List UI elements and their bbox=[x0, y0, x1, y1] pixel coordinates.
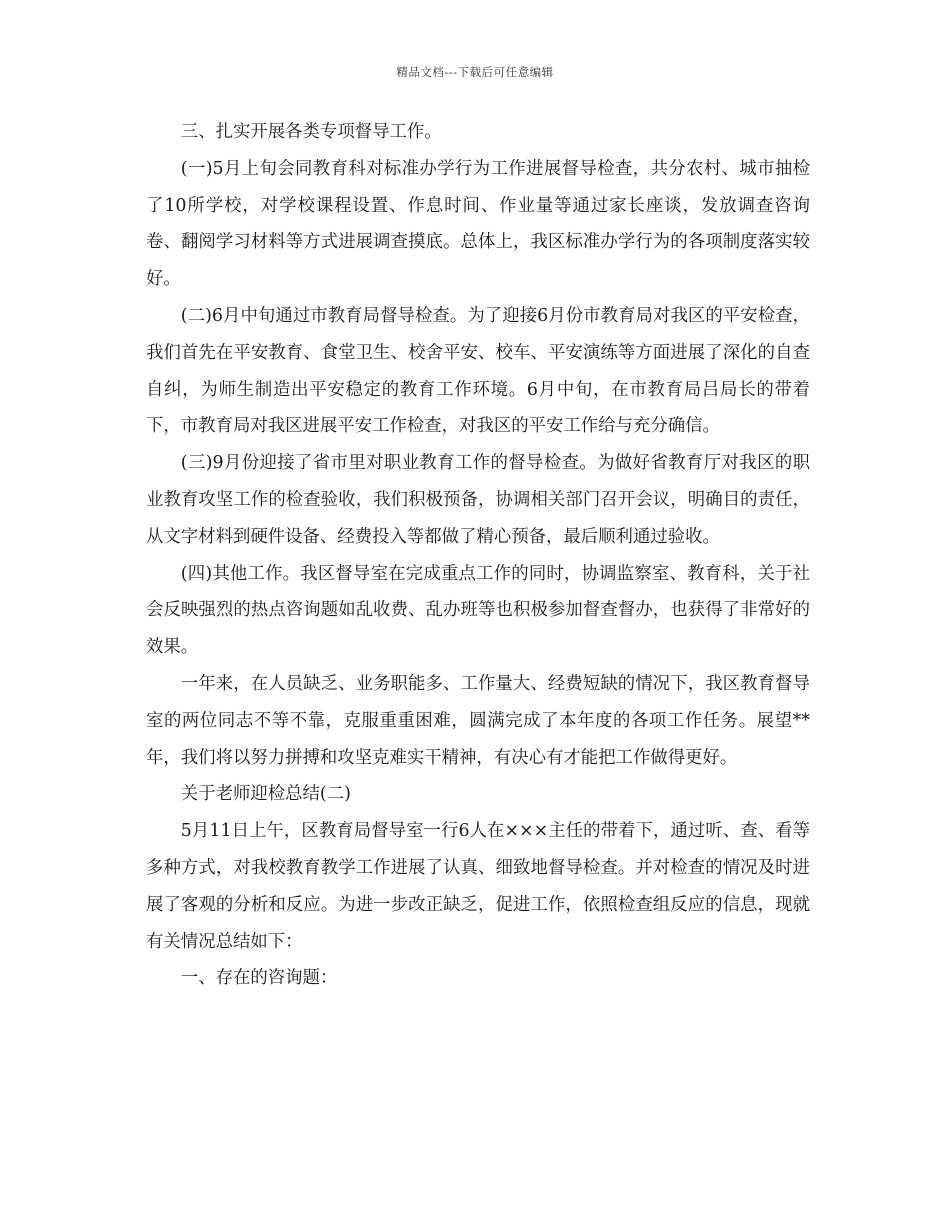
paragraph: 5月11日上午，区教育局督导室一行6人在×××主任的带着下，通过听、查、看等多种方式，对我校教育教学工作进展了认真、细致地督导检查。并对检查的情况及时进展了客观的分析和反应。为进一步改正缺乏，促进工作，依照检查组反应的信息，现就有关情况总结如下： bbox=[146, 821, 810, 952]
paragraph: 一年来，在人员缺乏、业务职能多、工作量大、经费短缺的情况下，我区教育督导室的两位同志不等不靠，克服重重困难，圆满完成了本年度的各项工作任务。展望**年，我们将以努力拼搏和攻坚克难实干精神，有决心有才能把工作做得更好。 bbox=[146, 673, 810, 768]
section-heading: 一、存在的咨询题： bbox=[180, 968, 338, 989]
page-header: 精品文档---下载后可任意编辑 bbox=[396, 65, 554, 79]
paragraph: (三)9月份迎接了省市里对职业教育工作的督导检查。为做好省教育厅对我区的职业教育攻坚工作的检查验收，我们积极预备，协调相关部门召开会议，明确目的责任，从文字材料到硬件设备、经费投入等都做了精心预备，最后顺利通过验收。 bbox=[146, 453, 810, 547]
paragraph: (二)6月中旬通过市教育局督导检查。为了迎接6月份市教育局对我区的平安检查，我们首先在平安教育、食堂卫生、校舍平安、校车、平安演练等方面进展了深化的自查自纠，为师生制造出平安稳定的教育工作环境。6月中旬，在市教育局吕局长的带着下，市教育局对我区进展平安工作检查，对我区的平安工作给与充分确信。 bbox=[146, 305, 810, 437]
paragraph: (一)5月上旬会同教育科对标准办学行为工作进展督导检查，共分农村、城市抽检了10所学校，对学校课程设置、作息时间、作业量等通过家长座谈，发放调查咨询卷、翻阅学习材料等方式进展调查摸底。总体上，我区标准办学行为的各项制度落实较好。 bbox=[146, 158, 810, 290]
document-body bbox=[146, 114, 810, 997]
document-subtitle: 关于老师迎检总结(二) bbox=[180, 784, 351, 805]
section-heading: 三、扎实开展各类专项督导工作。 bbox=[180, 122, 442, 142]
paragraph: (四)其他工作。我区督导室在完成重点工作的同时，协调监察室、教育科，关于社会反映强烈的热点咨询题如乱收费、乱办班等也积极参加督查督办，也获得了非常好的效果。 bbox=[146, 563, 810, 658]
